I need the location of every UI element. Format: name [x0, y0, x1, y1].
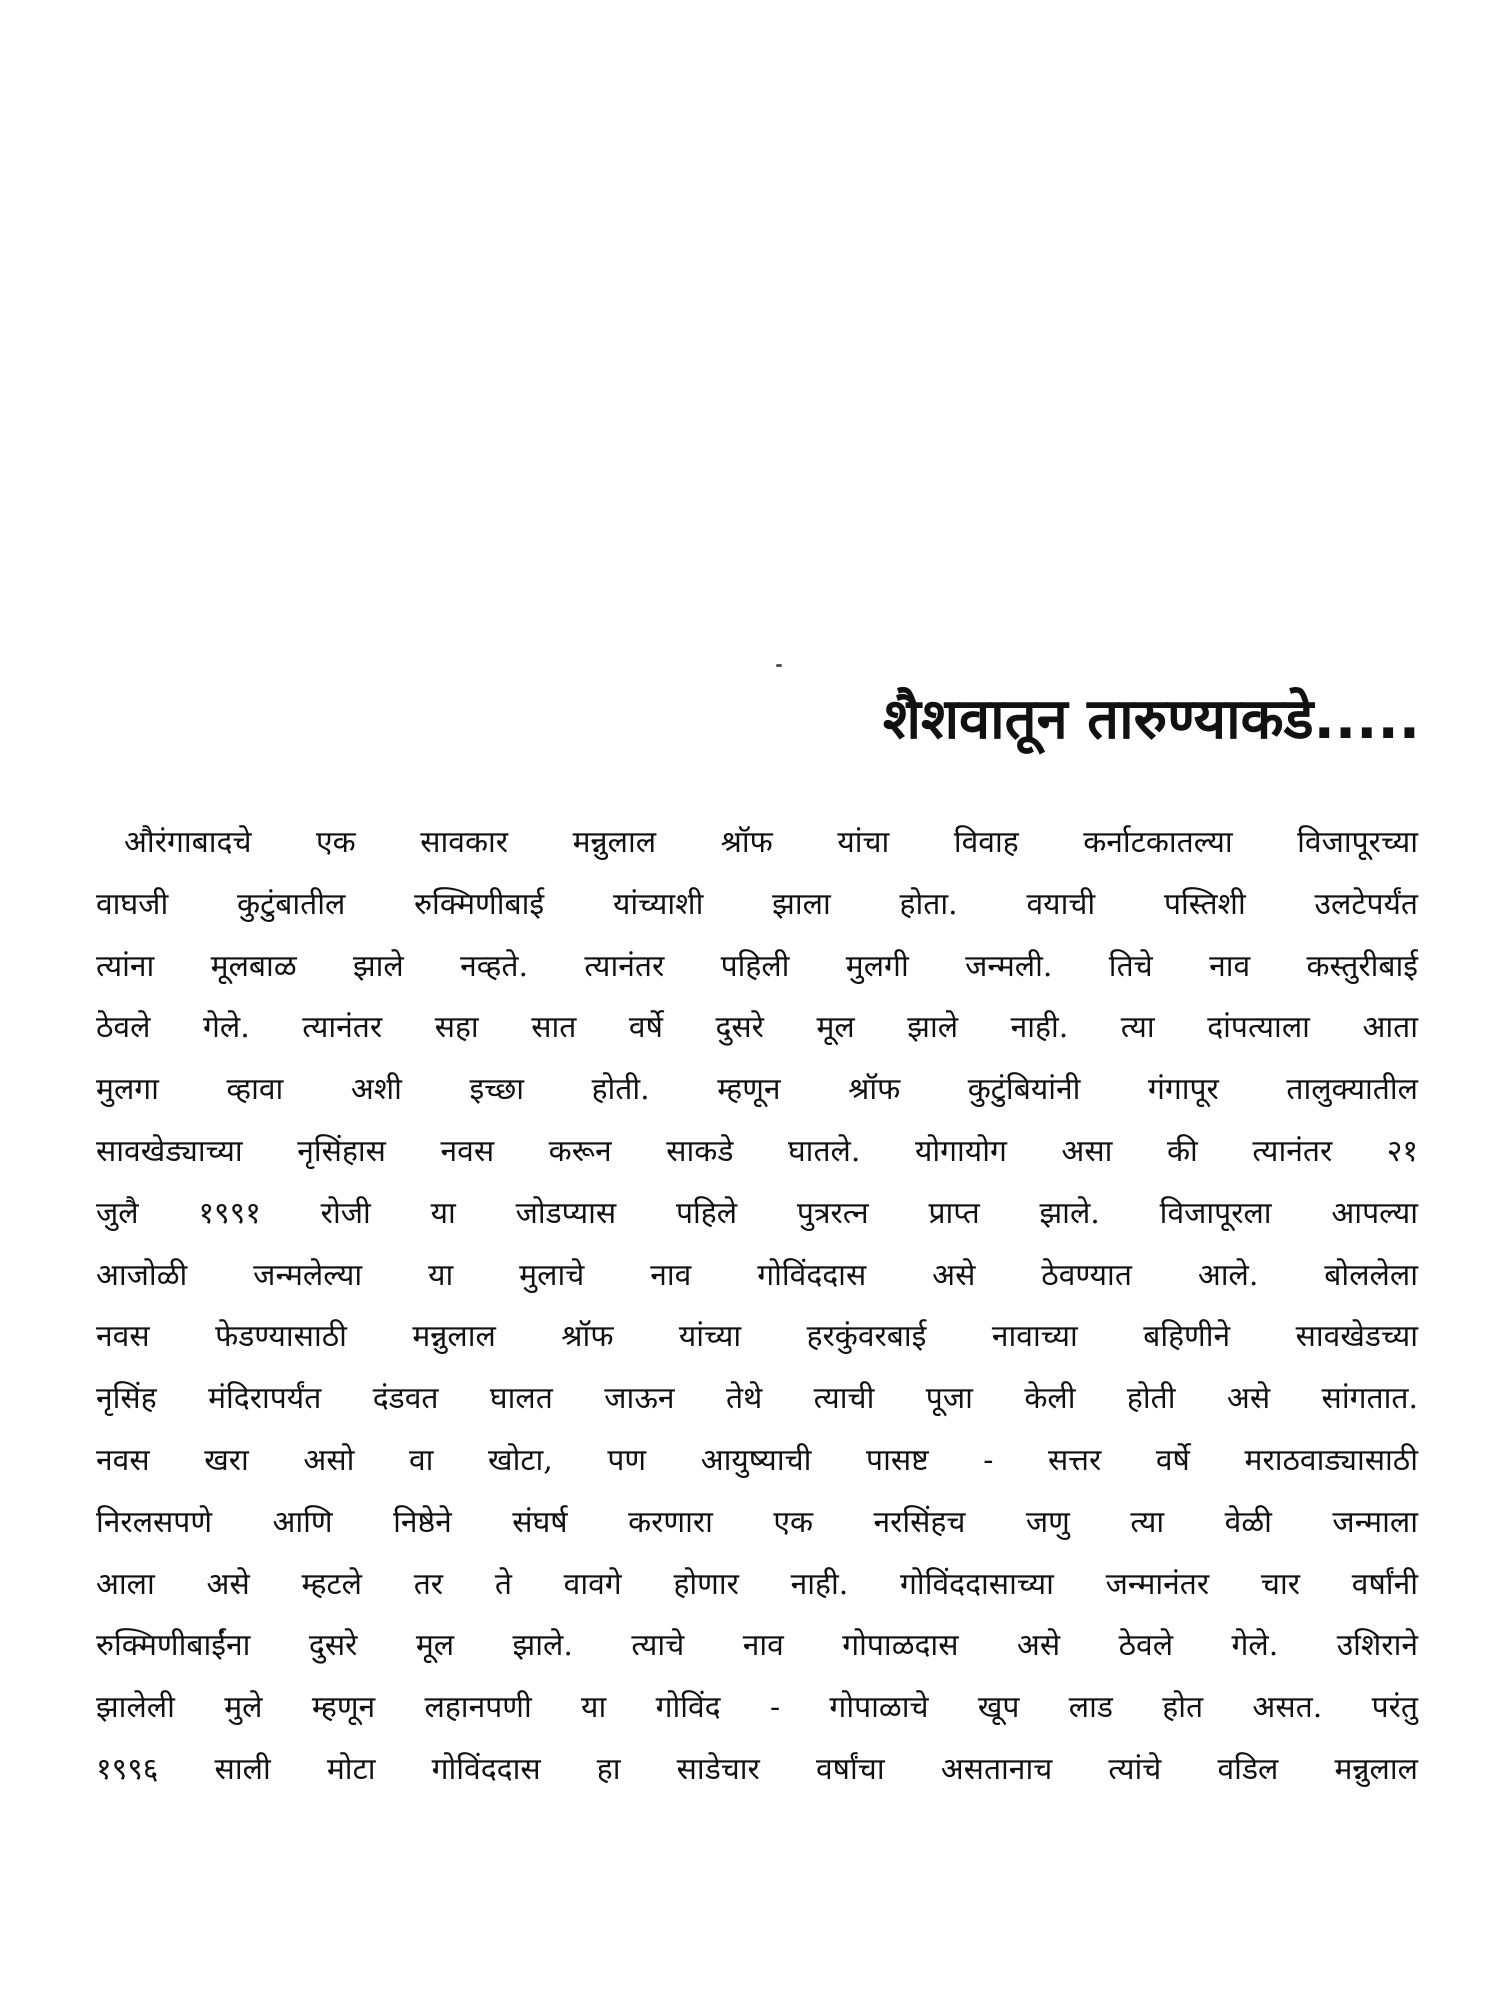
paragraph-line: आला असे म्हटले तर ते वावगे होणार नाही. गोविंददासाच्या जन्मानंतर चार वर्षांनी: [96, 1566, 1418, 1602]
paragraph-line: ठेवले गेले. त्यानंतर सहा सात वर्षे दुसरे मूल झाले नाही. त्या दांपत्याला आता: [96, 1010, 1418, 1046]
chapter-title: शैशवातून तारुण्याकडे.....: [882, 687, 1420, 752]
paragraph-line: वाघजी कुटुंबातील रुक्मिणीबाई यांच्याशी झाला होता. वयाची पस्तिशी उलटेपर्यंत: [96, 886, 1418, 922]
paragraph-line: १९९६ साली मोटा गोविंददास हा साडेचार वर्षांचा असतानाच त्यांचे वडिल मन्नुलाल: [96, 1751, 1418, 1787]
print-speck: [776, 664, 782, 667]
paragraph-line: मुलगा व्हावा अशी इच्छा होती. म्हणून श्रॉफ कुटुंबियांनी गंगापूर तालुक्यातील: [96, 1072, 1418, 1108]
paragraph-line: झालेली मुले म्हणून लहानपणी या गोविंद - गोपाळाचे खूप लाड होत असत. परंतु: [96, 1690, 1418, 1726]
paragraph-line: औरंगाबादचे एक सावकार मन्नुलाल श्रॉफ यांचा विवाह कर्नाटकातल्या विजापूरच्या: [124, 825, 1418, 860]
paragraph-line: निरलसपणे आणि निष्ठेने संघर्ष करणारा एक नरसिंहच जणु त्या वेळी जन्माला: [96, 1504, 1418, 1540]
paragraph-line: नवस फेडण्यासाठी मन्नुलाल श्रॉफ यांच्या हरकुंवरबाई नावाच्या बहिणीने सावखेडच्या: [96, 1319, 1418, 1355]
paragraph-line: रुक्मिणीबाईंना दुसरे मूल झाले. त्याचे नाव गोपाळदास असे ठेवले गेले. उशिराने: [96, 1628, 1418, 1664]
paragraph-line: आजोळी जन्मलेल्या या मुलाचे नाव गोविंददास असे ठेवण्यात आले. बोललेला: [96, 1257, 1418, 1293]
paragraph-line: जुलै १९९१ रोजी या जोडप्यास पहिले पुत्ररत्न प्राप्त झाले. विजापूरला आपल्या: [96, 1195, 1418, 1231]
paragraph-line: त्यांना मूलबाळ झाले नव्हते. त्यानंतर पहिली मुलगी जन्मली. तिचे नाव कस्तुरीबाई: [96, 948, 1418, 984]
paragraph-line: सावखेड्याच्या नृसिंहास नवस करून साकडे घातले. योगायोग असा की त्यानंतर २१: [96, 1133, 1418, 1169]
body-paragraph: [96, 812, 1418, 1801]
paragraph-line: नृसिंह मंदिरापर्यंत दंडवत घालत जाऊन तेथे त्याची पूजा केली होती असे सांगतात.: [96, 1381, 1418, 1417]
paragraph-line: नवस खरा असो वा खोटा, पण आयुष्याची पासष्ट - सत्तर वर्षे मराठवाड्यासाठी: [96, 1442, 1418, 1478]
